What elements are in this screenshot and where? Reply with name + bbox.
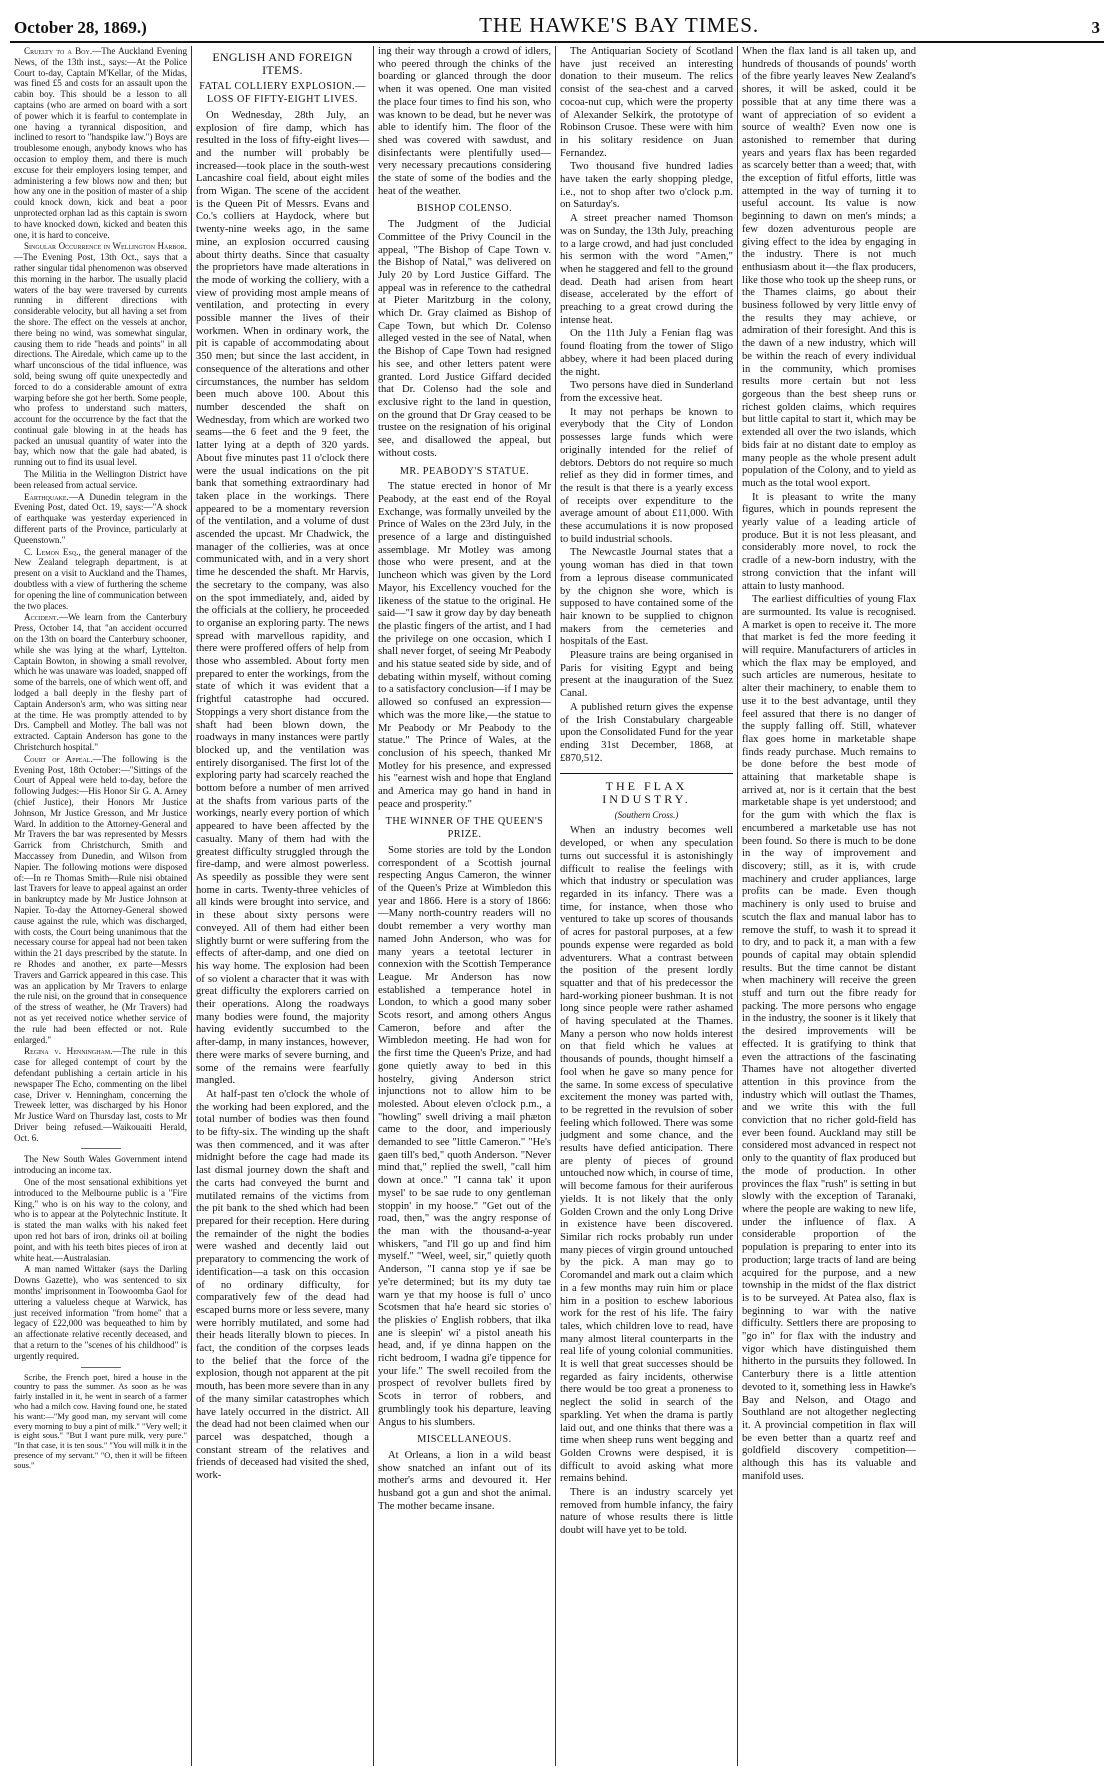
page-number: 3 xyxy=(1091,18,1100,37)
article-paragraph: It may not perhaps be known to everybody that the City of London possesses large funds which were originally intended for the relief of debtors. Debtors do not require so much relief as they did in former times, and the result is that there is a yearly excess of receipts over expenditure to the average amount of about £11,000. With these accumulations it is now proposed to build industrial schools. xyxy=(560,406,733,545)
column-5 xyxy=(738,46,920,1766)
article-paragraph: A published return gives the expense of the Irish Constabulary chargeable upon the Consolidated Fund for the year ending 31st December, 1868, at £870,512. xyxy=(560,701,733,764)
article-lead: Earthquake. xyxy=(24,491,69,502)
article-body: , the general manager of the New Zealand telegraph department, is at present on a visit to Auckland and the Thames, doubtless with a view of furthering the scheme for opening the line of communication between the two places. xyxy=(14,546,187,611)
column-3 xyxy=(374,46,556,1766)
article-paragraph: The statue erected in honor of Mr Peabody, at the east end of the Royal Exchange, was formally unveiled by the Prince of Wales on the 23rd July, in the presence of a large and distinguished assemblage. Mr Motley was among those who were present, and at the luncheon which was given by the Lord Mayor, his Excellency vouched for the likeness of the statue to the original. He said—"I saw it grow day by day beneath the plastic fingers of the artist, and I had the privilege on one occasion, which I shall never forget, of seeing Mr Peabody and his statue seated side by side, and of debating within myself, without coming to a satisfactory conclusion—if I may be allowed so confused an expression—which was the more like,—the statue to Mr Peabody or Mr Peabody to the statue." The Prince of Wales, at the conclusion of his speech, thanked Mr Motley for his presence, and expressed his "earnest wish and hope that England and America may go hand in hand in peace and prosperity." xyxy=(378,481,551,810)
column-4 xyxy=(556,46,738,1766)
article-paragraph: At Orleans, a lion in a wild beast show snatched an infant out of its mother's arms and devoured it. Her husband got a gun and shot the animal. The mother became insane. xyxy=(378,1449,551,1512)
article-income-tax: The New South Wales Government intend introducing an income tax. xyxy=(14,1154,187,1176)
article-lead: Singular Occurrence in Wellington Harbor. xyxy=(24,241,187,252)
article-paragraph: Two persons have died in Sunderland from the excessive heat. xyxy=(560,380,733,404)
article-body: —The rule in this case for alleged contempt of court by the defendant publishing a certain article in his newspaper The Echo, commenting on the libel case, Driver v. Henningham, concerning the Treweek letter, was discharged by his Honor Mr Justice Ward on Thursday last, costs to Mr Driver being refused.—Waikouaiti Herald, Oct. 6. xyxy=(14,1046,187,1143)
newspaper-title: THE HAWKE'S BAY TIMES. xyxy=(479,13,760,37)
article-paragraph: It is pleasant to write the many figures, which in pounds represent the yearly value of a leading article of produce. But it is not less pleasant, and considerably more novel, to rock the cradle of a new-born industry, with the strong conviction that the infant will attain to lusty manhood. xyxy=(742,491,916,592)
section-heading: ENGLISH AND FOREIGN ITEMS. xyxy=(212,50,353,77)
article-paragraph: There is an industry scarcely yet removed from humble infancy, the fairy nature of whose results there is little doubt will have yet to be told. xyxy=(560,1487,733,1537)
column-1 xyxy=(10,46,192,1766)
article-paragraph: A street preacher named Thomson was on Sunday, the 13th July, preaching to a large crowd, and had just concluded his sermon with the word "Amen," when he staggered and fell to the ground dead. Death had arisen from heart disease, accelerated by the effort of preaching to a great crowd during the intense heat. xyxy=(560,213,733,326)
article-paragraph: The Antiquarian Society of Scotland have just received an interesting donation to their museum. The relics consist of the sea-chest and a carved cocoa-nut cup, which were the property of Alexander Selkirk, the prototype of Robinson Crusoe. These were with him in his solitary residence on Juan Fernandez. xyxy=(560,46,733,159)
article-heading: BISHOP COLENSO. xyxy=(416,203,513,215)
article-militia: The Militia in the Wellington District have been released from actual service. xyxy=(14,469,187,490)
article-lead: Court of Appeal. xyxy=(24,753,93,764)
article-tidal-phenomenon xyxy=(14,241,187,468)
article-lead: Accident. xyxy=(24,612,59,623)
article-lead: C. Lemon Esq. xyxy=(24,546,79,557)
article-paragraph: Some stories are told by the London correspondent of a Scottish journal respecting Angus Cameron, the winner of the Queen's Prize at Wimbledon this year and 1866. Here is a story of 1866:—Many north-country readers will no doubt remember a very worthy man named John Anderson, who was for many years a teetotal lecturer in connexion with the Scottish Temperance League. Mr Anderson has now established a temperance hotel in London, to which a good many sober Scots resort, and among others Angus Cameron, before and after the Wimbledon meeting. He had won for the first time the Queen's Prize, and had gone quietly away to bed in this hostelry, giving Anderson strict injunctions not to allow him to be molested. About eleven o'clock p.m., a "howling" swell driving a mail phæton came to the door, and imperiously demanded to see "little Cameron." "He's gaen till's bed," quoth Anderson. "Never mind that," replied the swell, "call him down at once." "I canna tak' it upon mysel' to be sae rude to ony gentleman stoppin' in my hoose." "Get out of the road, then," was the angry response of the man with the thousand-a-year whiskers, "and I'll go up and find him myself." "Weel, weel, sir," quietly quoth Anderson, "I canna stop ye if sae be ye're determined; but its my duty tae warn ye that my hoose is full o' unco Scotsmen that ha'e heard sic stories o' the pliskies o' English robbers, that ilka ane is sleepin' wi' a pistol aneath his head, and, if ye dinna happen on the richt bedroom, I wadna gi'e tippence for your life." The swell recoiled from the prospect of revolver bullets fired by Scots in terror of robbers, and grumblingly took his departure, leaving Angus to his slumbers. xyxy=(378,844,551,1428)
article-paragraph: ing their way through a crowd of idlers, who peered through the chinks of the boarding or glanced through the door when it was opened. One man visited the place four times to find his son, who was known to be dead, but he never was able to identify him. The floor of the shed was covered with sawdust, and disinfectants were plentifully used—very necessary precautions considering the state of some of the bodies and the heat of the weather. xyxy=(378,46,551,197)
article-body: —We learn from the Canterbury Press, October 14, that "an accident occurred on the 13th on board the Canterbury schooner, while she was lying at the wharf, Lyttelton. Captain Bowton, in showing a small revolver, which he was unaware was loaded, snapped off some of the barrels, one of which went off, and lodged a ball deeply in the fleshy part of Captain Anderson's arm, who was sitting near at the time. He was promptly attended to by Drs. Campbell and Motley. The ball was not extracted. Captain Anderson has gone to the Christchurch hospital." xyxy=(14,612,187,752)
masthead xyxy=(10,6,1104,43)
article-paragraph: The Judgment of the Judicial Committee of the Privy Council in the appeal, "The Bishop of Cape Town v. the Bishop of Natal," was delivered on July 20 by Lord Justice Giffard. The appeal was in reference to the cathedral at Pieter Maritzburg in the colony, which Dr. Gray claimed as Bishop of Cape Town, but which Dr. Colenso alleged vested in the see of Natal, when the Bishop of Cape Town had resigned his see, and other letters patent were granted. Lord Justice Giffard decided that Dr. Colenso had the sole and exclusive right to the land in question, on the ground that Dr Gray ceased to be trustee on the resignation of his original see, and disallowed the appeal, but without costs. xyxy=(378,219,551,459)
article-earthquake xyxy=(14,492,187,546)
article-court-of-appeal xyxy=(14,754,187,1046)
article-source: (Southern Cross.) xyxy=(614,809,679,820)
article-paragraph: On Wednesday, 28th July, an explosion of fire damp, which has resulted in the loss of fifty-eight lives—and the number will probably be increased—took place in the south-west Lancashire coal field, about eight miles from Wigan. The scene of the accident is the Queen Pit of Messrs. Evans and Co.'s colliers at Haydock, where but twenty-nine weeks ago, in the same mine, an explosion occurred causing about thirty deaths. Since that casualty the proprietors have made alterations in the mode of working the colliery, with a view of providing most ample means of ventilation, and protecting in every possible manner the lives of their workmen. When in ordinary work, the pit is capable of accommodating about 350 men; but since the last accident, in consequence of the alterations and other circumstances, the number has seldom been much above 100. About this number descended the shaft on Wednesday, from which are worked two seams—the 6 feet and the 9 feet, the latter lying at a depth of 320 yards. About five minutes past 11 o'clock there were the usual indications on the pit bank that something extraordinary had taken place in the workings. There appeared to be a momentary reversion of the ventilation, and a volume of dust ascended the upcast. Mr Chadwick, the manager of the collieries, was at once communicated with, and in a very short time he descended the shaft. Mr Harvis, the secretary to the company, was also on the spot immediately, and, aided by the officials at the colliery, he proceeded to organise an exploring party. The news spread with marvellous rapidity, and there were proffered offers of help from those who assembled. About forty men prepared to enter the workings, from the state of which it was evident that a frightful catastrophe had occured. Stoppings a very short distance from the shaft had been blown down, the roadways in many instances were partly blocked up, and the ventilation was entirely disorganised. The first lot of the exploring party had scarcely reached the bottom before a number of men arrived at the shafts from various parts of the workings, nearly every portion of which appeared to have been affected by the casualty. Many of them had with the greatest difficulty struggled through the fire-damp, and were almost powerless. As speedily as possible they were sent home in carts. Twenty-three vehicles of all kinds were brought into service, and in these about sixty persons were conveyed. All of them had either been slightly burnt or were suffering from the effects of after-damp, and one died on his way home. The explosion had been of so violent a character that it was with great difficulty the explorers carried on their operations. Along the roadways many bodies were found, the majority having evidently succumbed to the after-damp, in many instances, however, there were marks of severe burning, and some of the remains were fearfully mangled. xyxy=(196,109,369,1087)
article-body: —The Auckland Evening News, of the 13th inst., says:—At the Police Court to-day, Captain M'Kellar, of the Midas, was fined £5 and costs for an assault upon the cabin boy. This should be a lesson to all captains (who are armed on board with a sort of power which it is fearful to contemplate in one having a tyrannical disposition, and inclined to resort to "handspike law.") Boys are troublesome enough, anybody knows who has occasion to employ them, and there is much excuse for their employers losing temper, and administering a few blows now and then; but how any one in the position of master of a ship could knock down, kick and beat a poor unprotected orphan lad as this captain is sworn to have knocked down, kicked and beaten this one, it is hard to conceive. xyxy=(14,46,187,240)
article-heading: MISCELLANEOUS. xyxy=(417,1434,512,1446)
article-lead: Regina v. Henningham. xyxy=(24,1046,113,1057)
column-2 xyxy=(192,46,374,1766)
article-telegraph xyxy=(14,547,187,612)
article-columns xyxy=(10,46,1104,1766)
article-legacy: A man named Wittaker (says the Darling Downs Gazette), who was sentenced to six months' imprisonment in Toowoomba Gaol for uttering a valueless cheque at Warwick, has just received information "from home" that a legacy of £22,000 was bequeathed to him by an affectionate relative recently deceased, and that a return to the "scenes of his childhood" is urgently required. xyxy=(14,1264,187,1361)
article-scribe-anecdote: Scribe, the French poet, hired a house in the country to pass the summer. As soon as he was fairly installed in it, he went in search of a farmer who had a milch cow. Having found one, he stated his want:—"My good man, my servant will come every morning to buy a pint of milk." "Very well; it is eight sous." "But I want pure milk, very pure." "In that case, it is ten sous." "You will milk it in the presence of my servant." "O, then it will be fifteen sous." xyxy=(14,1372,187,1470)
article-body: —The Evening Post, 13th Oct., says that a rather singular tidal phenomenon was observed this morning in the harbor. The usually placid waters of the bay were traversed by currents running in different directions with considerable velocity, but all having a set from the shore. The effect on the vessels at anchor, there being no wind, was somewhat singular, causing them to ride "heads and points" in all directions. The Airedale, which came up to the wharf unconscious of the tidal influence, was sold, being swung off quite unexpectedly and forced to do a considerable amount of extra warping before she got her berth. Some people, who profess to understand such matters, account for the occurrence by the fact that the continual gale blowing in at the heads has packed an unusual quantity of water into the bay, which now that the gale had abated, is running out to find its usual level. xyxy=(14,252,187,468)
article-body: —A Dunedin telegram in the Evening Post, dated Oct. 19, says:—"A shock of earthquake was yesterday experienced in different parts of the Province, particularly at Queenstown." xyxy=(14,491,187,545)
article-paragraph: The earliest difficulties of young Flax are surmounted. Its value is recognised. A market is open to receive it. The more that market is fed the more feeding it will require. Manufacturers of articles in which the flax may be employed, and such articles are numerous, hesitate to alter their machinery, to enable them to use it to the best advantage, until they feel assured that there is no danger of the supply falling off. Still, whatever flax goes home in marketable shape finds ready purchase. Much remains to be done before the best mode of attaining that marketable shape is arrived at, nor is it certain that the best marketable shape is yet understood; and for the gum with which the flax is encumbered a marketable use has not been found. So there is much to be done in the way of improvement and discovery; still, as it is, with crude machinery and cruder appliances, large profits can be made. Even though machinery is only used to bruise and scutch the flax and manual labor has to remove the stuff, to wash it to spread it to dry, and to pack it, a man with a few pounds of capital may obtain splendid results. But the time cannot be distant when machinery will receive the green stuff and turn out the fibre ready for packing. The more persons who engage in the industry, the sooner is it likely that the desired improvements will be effected. It is gratifying to think that even the attractions of the fascinating Thames have not altogether diverted attention in this province from the industry which will outlast the Thames, and we write this with the full conviction that no richer gold-field has ever been found. Auckland may still be considered most advanced in respect not only to the quantity of flax produced but the mode of production. In other provinces the flax "rush" is setting in but slowly with the exception of Taranaki, where the people are waking to new life, under the influence of flax. A considerable proportion of the population is preparing to enter into its production; large tracts of land are being acquired for the purpose, and a new township in the midst of the flax district is to be surveyed. At Patea also, flax is beginning to war with the native difficulty. Settlers there are proposing to "go in" for flax with the industry and vigor which have distinguished them hitherto in the pursuits they followed. In Canterbury there is a little attention devoted to it, something less in Hawke's Bay and Nelson, and Otago and Southland are not altogether neglecting it. A provincial competition in flax will be even better than a quartz reef and goldfield discovery competition—although this has its valuable and manifold uses. xyxy=(742,594,916,1482)
article-paragraph: Two thousand five hundred ladies have taken the early shopping pledge, i.e., not to shop after two o'clock p.m. on Saturday's. xyxy=(560,161,733,211)
article-heading: THE FLAX INDUSTRY. xyxy=(560,773,733,805)
divider xyxy=(81,1148,121,1149)
article-paragraph: When the flax land is all taken up, and hundreds of thousands of pounds' worth of the fibre yearly leaves New Zealand's shores, it will be asked, could it be possible that at any time there was a want of appreciation of so evident a source of wealth? Even now one is astonished to remember that during years and years flax has been regarded as scarcely better than a weed; that, with the exception of fitful efforts, little was attempted in the way of turning it to useful account. Its value is now beginning to dawn on men's minds; a few dozen adventurous people are giving effect to the idea by engaging in the industry. There is not much enthusiasm about it—the flax producers, like those who took up the sheep runs, or the Thames claims, go about their business followed by very little envy of the results they may achieve, or admiration of their foresight. And this is the dawn of a new industry, which will be within the reach of every individual in the community, which promises results more certain but not less gorgeous than the best sheep runs or richest golden claims, which requires but little capital to start it, which may be extended all over the two islands, which bids fair at no distant date to employ as many people as the whole present adult population of the Colony, and to yield as much as the total wool export. xyxy=(742,46,916,489)
issue-date: October 28, 1869.) xyxy=(14,18,147,37)
article-paragraph: At half-past ten o'clock the whole of the working had been explored, and the total number of bodies was then found to be fifty-six. The winding up the shaft was then commenced, and it was after midnight before the cage had made its last dismal journey down the shaft and the carts had conveyed the burnt and mutilated remains of the victims from the pit bank to the shed which had been prepared for their reception. Here during the remainder of the night the bodies were washed and decently laid out preparatory to commencing the work of identification—a task on this occasion of no ordinary difficulty, for comparatively few of the dead had escaped burns more or less severe, many were horribly mutilated, and some had their heads literally blown to pieces. In fact, the condition of the corpses leads to the belief that the force of the explosion, though not apparent at the pit mouth, has been more severe than in any of the many similar catastrophes which have lately occurred in the district. All the dead had not been claimed when our parcel was despatched, though a constant stream of the relatives and friends of deceased had visited the shed, work- xyxy=(196,1088,369,1482)
article-paragraph: When an industry becomes well developed, or when any speculation turns out successful it is astonishingly difficult to realise the feelings with which that industry or speculation was regarded in its infancy. There was a time, for instance, when those who ventured to take up scores of thousands of acres for pastoral purposes, at a few pounds expense were regarded as bold adventurers. What a contrast between the position of the present lordly squatter and that of his predecessor the hard-working pioneer bushman. It is not long since people were rather ashamed of having speculated at the Thames. Many a person who now holds interest on that field which he values at thousands of pounds, thought himself a fool when he gave so many pence for the same. In some excess of speculative excitement the money was parted with, to be regretted in the revulsion of sober feeling which followed. There was some judgment and some chance, and the results have defied anticipation. There are plenty of pieces of ground untouched now which, in course of time, will become famous for their auriferous yields. It is not likely that the only Golden Crown and the only Long Drive in existence have been discovered. Similar rich rocks probably run under many pieces of virgin ground untouched by the pick. A man may go to Coromandel and mark out a claim which in a few months may ruin him or place him in a position to eschew laborious work for the rest of his life. The fairy tales, which children love to read, have many almost literal counterparts in the real life of young colonial communities. It is well that great successes should be regarded as fairy incidents, otherwise there would be too great a proneness to neglect the solid in search of the sparkling. Yet when the drama is partly laid out, and one thinks that there was a time when sheep runs went begging and Golden Crowns were despised, it is difficult to avoid asking what more remains behind. xyxy=(560,825,733,1485)
article-lead: Cruelty to a Boy. xyxy=(24,46,93,56)
article-paragraph: On the 11th July a Fenian flag was found floating from the tower of Sligo abbey, where it had been placed during the night. xyxy=(560,328,733,378)
article-heading: FATAL COLLIERY EXPLOSION.—LOSS OF FIFTY-EIGHT LIVES. xyxy=(199,81,366,106)
article-paragraph: The Newcastle Journal states that a young woman has died in that town from a leprous disease communicated by the chignon she wore, which is supposed to have contained some of the hair known to be supplied to chignon makers from the cemeteries and hospitals of the East. xyxy=(560,547,733,648)
divider xyxy=(81,1367,121,1368)
article-paragraph: Pleasure trains are being organised in Paris for visiting Egypt and being present at the inauguration of the Suez Canal. xyxy=(560,650,733,700)
article-heading: MR. PEABODY'S STATUE. xyxy=(399,465,530,477)
article-regina-v-henningham xyxy=(14,1046,187,1143)
article-body: —The following is the Evening Post, 18th October:—"Sittings of the Court of Appeal were held to-day, before the following Judges:—His Honor Sir G. A. Arney (chief Justice), their Honors Mr Justice Johnson, Mr Justice Gresson, and Mr Justice Ward. In addition to the Attorney-General and Mr Travers the bar was represented by Messrs Garrick from Christchurch, Smith and Maccassey from Dunedin, and Wilson from Napier. The following motions were disposed of:—In re Thomas Smith—Rule nisi obtained last Travers for leave to appeal against an order in bankruptcy made by Mr Justice Johnson at Napier. To-day the Attorney-General showed cause against the rule, which was discharged, with costs, the Court being unanimous that the necessary course for appeal had not been taken within the 21 days prescribed by the statute. In re Rhodes and another, ex parte—Messrs Travers and Garrick appeared in this case. This was an application by Mr Travers to enlarge the rule nisi, on the ground that in consequence of the stress of weather, he (Mr Travers) had not as yet received notice whether service of the rule had been effected or not. Rule enlarged." xyxy=(14,753,187,1045)
article-heading: THE WINNER OF THE QUEEN'S PRIZE. xyxy=(385,816,544,841)
article-accident xyxy=(14,612,187,752)
article-cruelty-to-a-boy xyxy=(14,46,187,240)
article-fire-king: One of the most sensational exhibitions yet introduced to the Melbourne public is a "Fire King," who is on his way to the colony, and who is to appear at the Polytechnic Institute. It is stated the man walks with his naked feet upon red hot bars of iron, drinks oil at boiling point, and with his teeth bites pieces of iron at white heat.—Australasian. xyxy=(14,1177,187,1263)
